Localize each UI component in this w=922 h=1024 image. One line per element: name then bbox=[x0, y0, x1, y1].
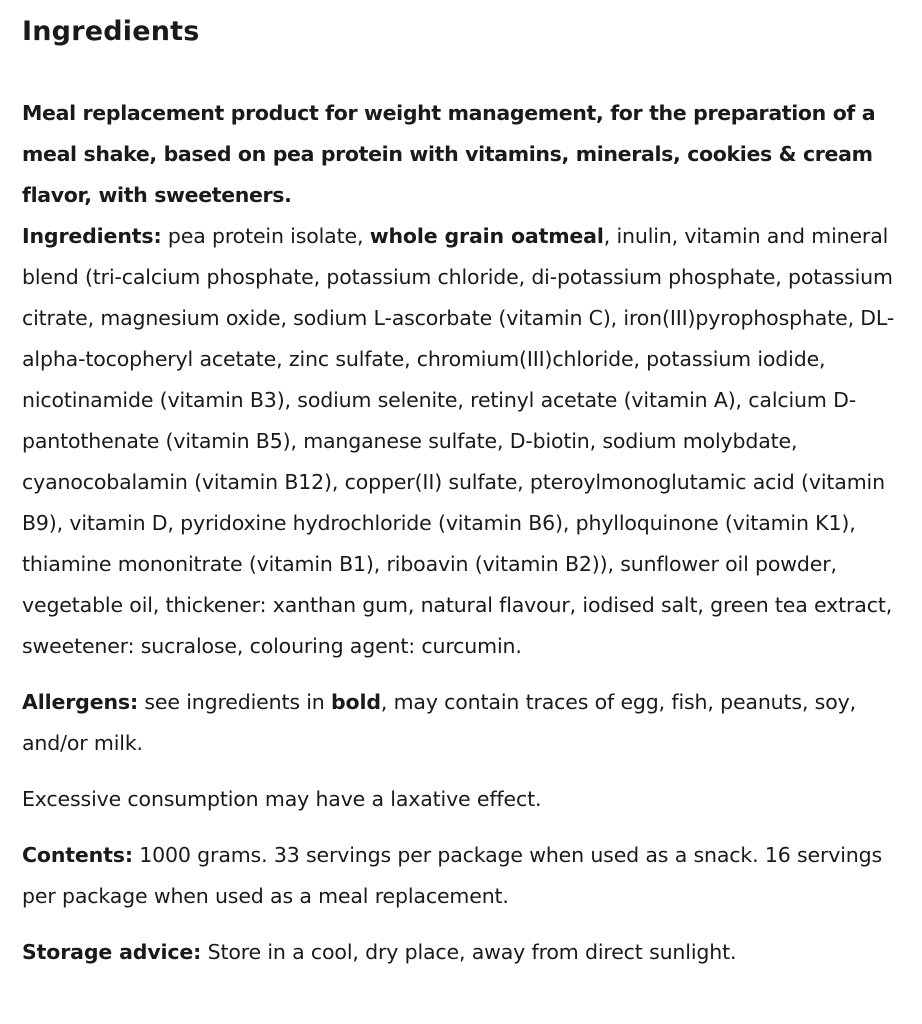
storage-label: Storage advice: bbox=[22, 940, 202, 964]
allergens-bold-word: bold bbox=[331, 690, 381, 714]
contents-text: 1000 grams. 33 servings per package when used as a snack. 16 servings per package when used as a meal replacement. bbox=[22, 843, 883, 908]
ingredients-text-start: pea protein isolate, bbox=[161, 224, 370, 248]
storage-text: Store in a cool, dry place, away from direct sunlight. bbox=[201, 940, 737, 964]
allergens-text-start: see ingredients in bbox=[138, 690, 331, 714]
ingredients-paragraph bbox=[22, 216, 914, 667]
contents-paragraph bbox=[22, 835, 914, 917]
allergens-label: Allergens: bbox=[22, 690, 139, 714]
laxative-warning: Excessive consumption may have a laxative effect. bbox=[22, 787, 542, 811]
ingredients-label: Ingredients: bbox=[22, 224, 162, 248]
storage-paragraph bbox=[22, 932, 914, 973]
allergens-text-rest: , may contain traces of egg, fish, peanuts, soy, and/or milk. bbox=[22, 690, 856, 755]
product-description bbox=[22, 0, 914, 973]
product-intro: Meal replacement product for weight management, for the preparation of a meal shake, based on pea protein with vitamins, minerals, cookies & cream flavor, with sweeteners. bbox=[22, 101, 876, 207]
contents-label: Contents: bbox=[22, 843, 133, 867]
ingredients-text-rest: , inulin, vitamin and mineral blend (tri-calcium phosphate, potassium chloride, di-potassium phosphate, potassium citrate, magnesium oxide, sodium L-ascorbate (vitamin C), iron(III)pyrophosphate, DL-alpha-tocopheryl acetate, zinc sulfate, chromium(III)chloride, potassium iodide, nicotinamide (vitamin B3), sodium selenite, retinyl acetate (vitamin A), calcium D-pantothenate (vitamin B5), manganese sulfate, D-biotin, sodium molybdate, cyanocobalamin (vitamin B12), copper(II) sulfate, pteroylmonoglutamic acid (vitamin B9), vitamin D, pyridoxine hydrochloride (vitamin B6), phylloquinone (vitamin K1), thiamine mononitrate (vitamin B1), riboavin (vitamin B2)), sunflower oil powder, vegetable oil, thickener: xanthan gum, natural flavour, iodised salt, green tea extract, sweetener: sucralose, colouring agent: curcumin. bbox=[22, 224, 895, 658]
allergens-paragraph bbox=[22, 682, 914, 764]
ingredients-highlight: whole grain oatmeal bbox=[369, 224, 604, 248]
section-heading: Ingredients bbox=[22, 16, 200, 47]
